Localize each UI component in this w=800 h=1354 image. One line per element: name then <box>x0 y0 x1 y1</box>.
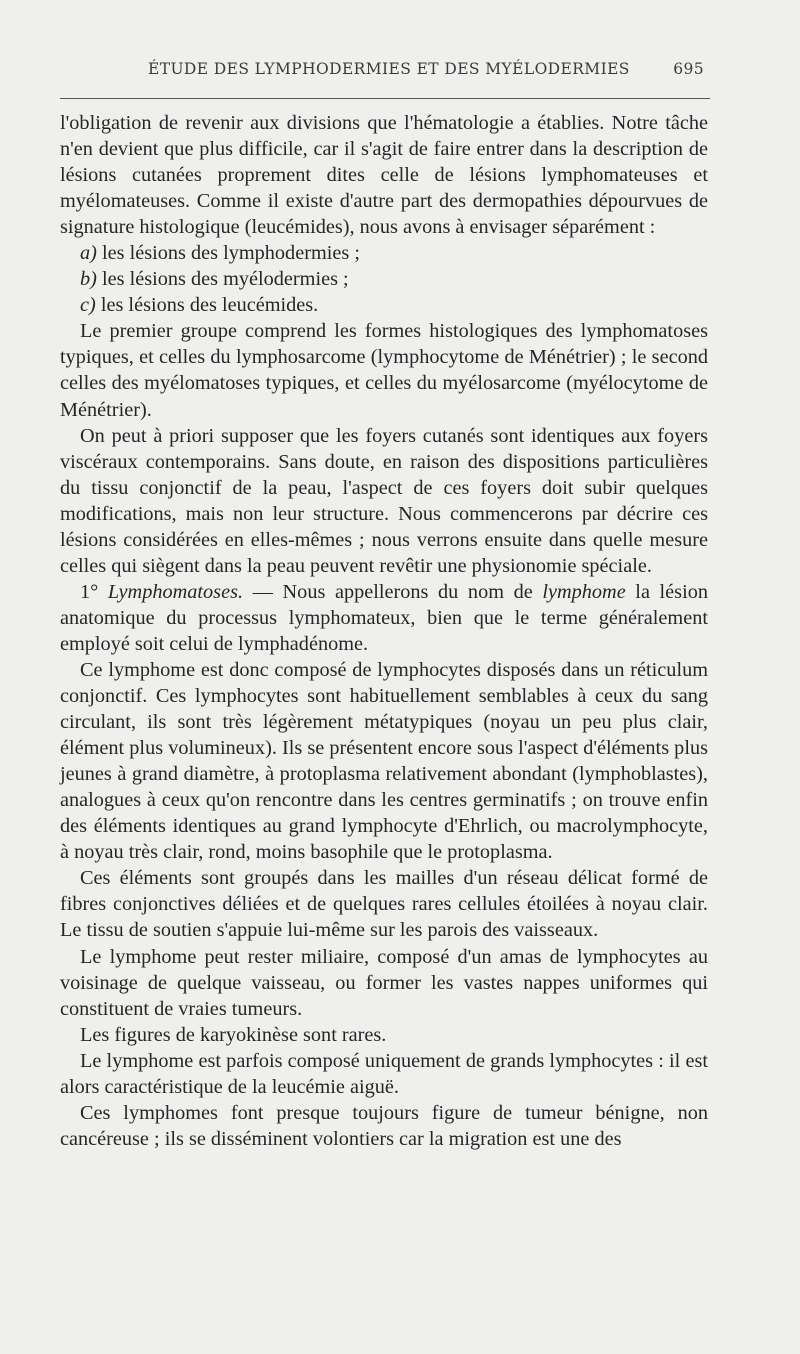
list-marker-a: a) <box>80 242 97 265</box>
running-head <box>60 60 708 86</box>
paragraph-1: l'obligation de revenir aux divisions que l'hématologie a établies. Notre tâche n'en devient que plus difficile, car il s'agit de faire entrer dans la description de lésions cutanées proprement dites celle de lésions lymphomateuses et myélomateuses. Comme il existe d'autre part des dermopathies dépourvues de signature histologique (leucémides), nous avons à envisager séparément : <box>60 112 708 239</box>
paragraph-5: Ce lymphome est donc composé de lymphocytes disposés dans un réticulum conjonctif. Ces lymphocytes sont habituellement semblables à ceux du sang circulant, ils sont très légèrement métatypiques (noyau un peu plus clair, élément plus volumineux). Ils se présentent encore sous l'aspect d'éléments plus jeunes à grand diamètre, à protoplasma relativement abondant (lymphoblastes), analogues à ceux qu'on rencontre dans les centres germinatifs ; on trouve enfin des éléments identiques au grand lymphocyte d'Ehrlich, ou macrolymphocyte, à noyau très clair, rond, moins basophile que le protoplasma. <box>60 658 708 864</box>
paragraph-7: Le lymphome peut rester miliaire, composé d'un amas de lymphocytes au voisinage de quelque vaisseau, ou former les vastes nappes uniformes qui constituent de vraies tumeurs. <box>60 945 708 1020</box>
list-item-a <box>60 240 708 266</box>
paragraph-9: Le lymphome est parfois composé uniquement de grands lymphocytes : il est alors caractéristique de la leucémie aiguë. <box>60 1049 708 1098</box>
list-marker-b: b) <box>80 268 97 291</box>
section-number: 1° <box>80 580 99 603</box>
list-text-c: les lésions des leucémides. <box>95 294 319 317</box>
running-title: ÉTUDE DES LYMPHODERMIES ET DES MYÉLODERMIES <box>148 60 630 78</box>
section-text-a: — Nous appellerons du nom de <box>243 580 543 603</box>
term-lymphome: lymphome <box>542 580 626 603</box>
paragraph-4-section-lymphomatoses <box>60 579 708 657</box>
list-item-c <box>60 292 708 318</box>
paragraph-10: Ces lymphomes font presque toujours figure de tumeur bénigne, non cancéreuse ; ils se disséminent volontiers car la migration est une des <box>60 1101 708 1150</box>
page-number: 695 <box>673 60 704 78</box>
paragraph-2: Le premier groupe comprend les formes histologiques des lymphomatoses typiques, et celles du lymphosarcome (lymphocytome de Ménétrier) ; le second celles des myélomatoses typiques, et celles du myélosarcome (myélocytome de Ménétrier). <box>60 320 708 421</box>
section-heading: Lymphomatoses. <box>107 580 244 603</box>
section-text-b: la lésion anatomique du processus lymphomateux, bien que le terme généralement employé soit celui de lymphadénome. <box>60 580 708 655</box>
list-text-a: les lésions des lymphodermies ; <box>96 242 360 265</box>
list-text-b: les lésions des myélodermies ; <box>96 268 349 291</box>
paragraph-8: Les figures de karyokinèse sont rares. <box>80 1023 387 1046</box>
body-text <box>60 110 708 1152</box>
list-item-b <box>60 266 708 292</box>
list-marker-c: c) <box>80 294 96 317</box>
paragraph-3: On peut à priori supposer que les foyers cutanés sont identiques aux foyers viscéraux contemporains. Sans doute, en raison des dispositions particulières du tissu conjonctif de la peau, l'aspect de ces foyers doit subir quelques modifications, mais non leur structure. Nous commencerons par décrire ces lésions considérées en elles-mêmes ; nous verrons ensuite dans quelle mesure celles qui siègent dans la peau peuvent revêtir une physionomie spéciale. <box>60 424 708 577</box>
paragraph-6: Ces éléments sont groupés dans les mailles d'un réseau délicat formé de fibres conjonctives déliées et de quelques rares cellules étoilées à noyau clair. Le tissu de soutien s'appuie lui-même sur les parois des vaisseaux. <box>60 867 708 942</box>
header-rule <box>60 98 710 99</box>
